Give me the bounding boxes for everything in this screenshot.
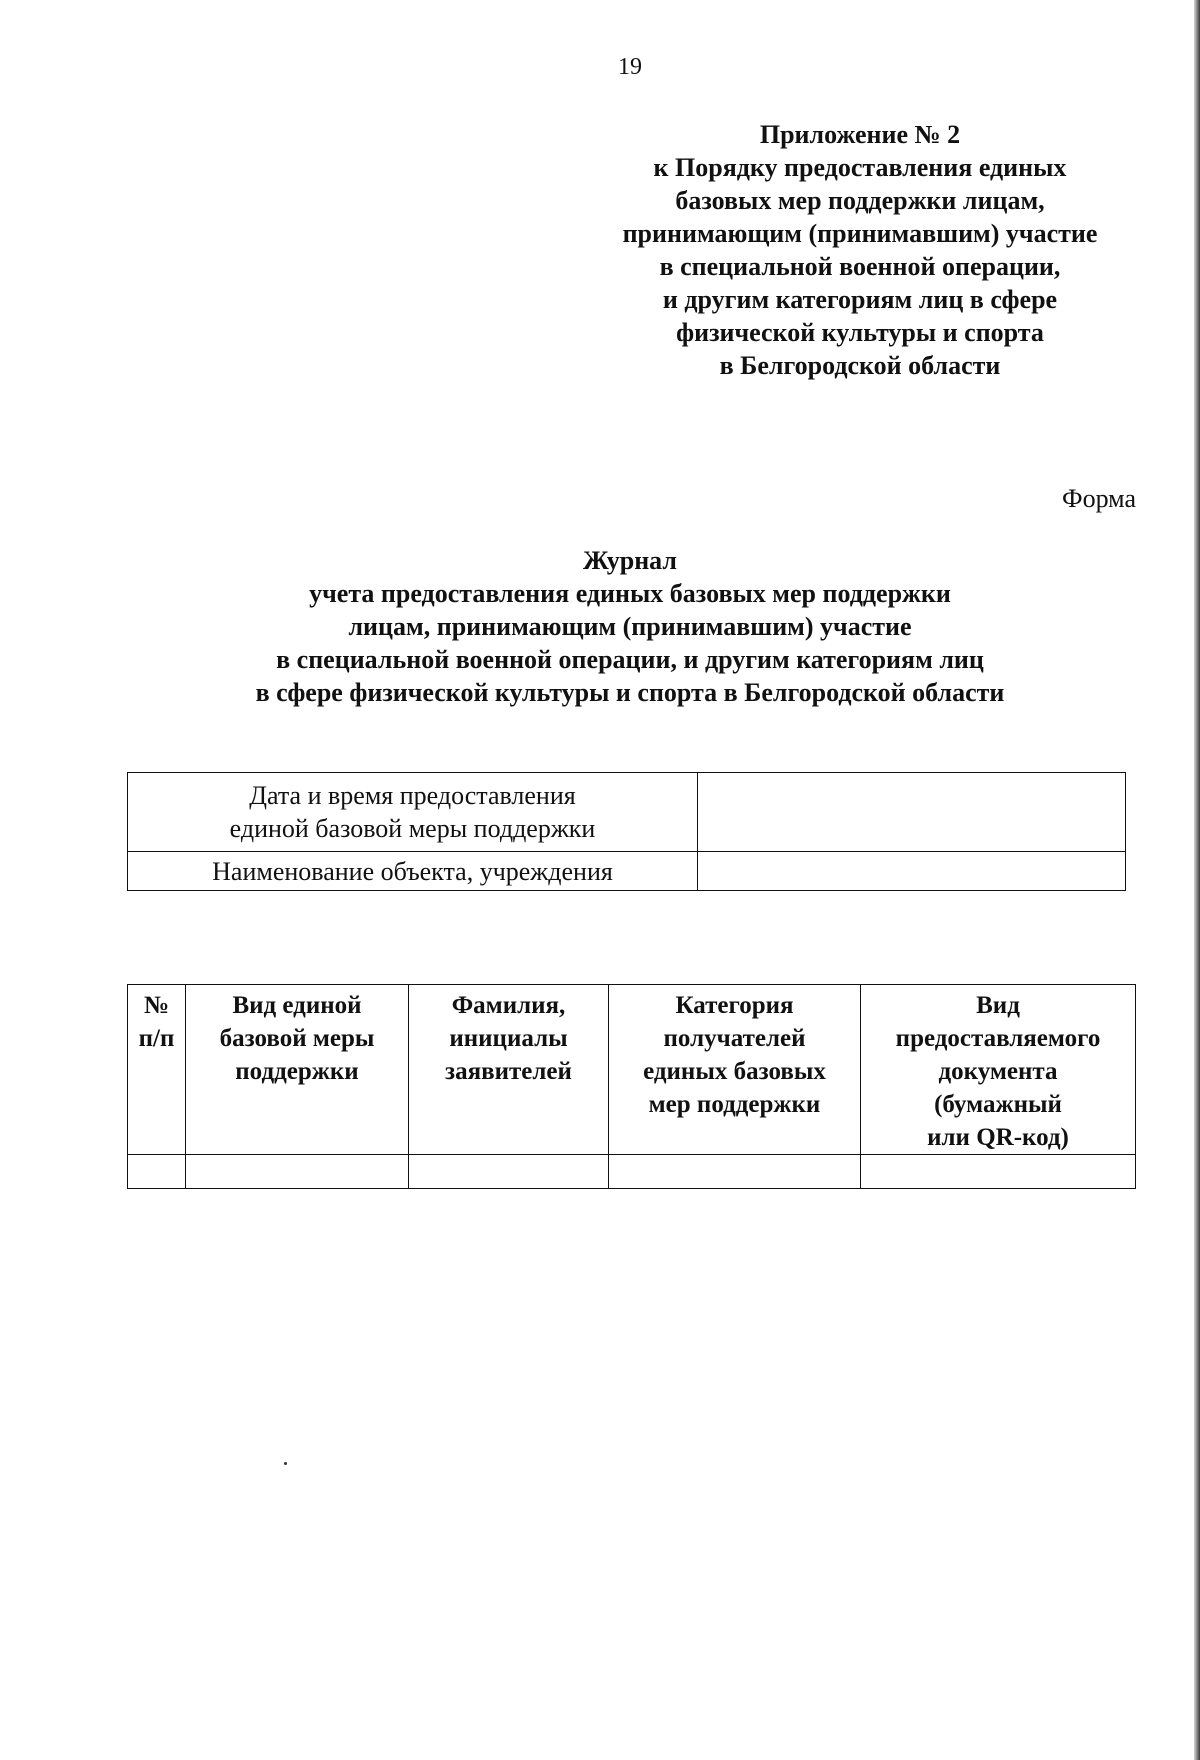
table-cell[interactable] bbox=[861, 1155, 1136, 1189]
log-table-header bbox=[128, 985, 1136, 1155]
scan-edge bbox=[1194, 0, 1200, 1760]
appendix-line: базовых мер поддержки лицам, bbox=[675, 186, 1045, 215]
table-cell[interactable] bbox=[609, 1155, 861, 1189]
appendix-line: принимающим (принимавшим) участие bbox=[622, 219, 1098, 248]
table-row bbox=[128, 1155, 1136, 1189]
appendix-line: в специальной военной операции, bbox=[659, 252, 1061, 281]
journal-title-line: учета предоставления единых базовых мер поддержки bbox=[309, 579, 951, 608]
info-table bbox=[127, 772, 1126, 891]
date-label-line: единой базовой меры поддержки bbox=[229, 814, 596, 843]
appendix-header bbox=[560, 118, 1160, 382]
object-label-cell: Наименование объекта, учреждения bbox=[128, 852, 698, 891]
journal-title-line: в сфере физической культуры и спорта в Белгородской области bbox=[255, 678, 1005, 707]
info-row-object bbox=[128, 852, 1126, 891]
stray-mark bbox=[284, 1462, 287, 1465]
log-table bbox=[127, 984, 1136, 1189]
appendix-line: к Порядку предоставления единых bbox=[653, 153, 1067, 182]
column-header-applicant-name: Фамилия, инициалы заявителей bbox=[409, 985, 609, 1155]
column-header-document-type: Вид предоставляемого документа (бумажный или QR-код) bbox=[861, 985, 1136, 1155]
column-header-recipient-category: Категория получателей единых базовых мер поддержки bbox=[609, 985, 861, 1155]
appendix-line: Приложение № 2 bbox=[759, 120, 961, 149]
date-label-cell bbox=[128, 773, 698, 852]
appendix-line: физической культуры и спорта bbox=[676, 318, 1044, 347]
page-number: 19 bbox=[618, 54, 642, 80]
journal-title bbox=[100, 544, 1160, 709]
journal-title-line: в специальной военной операции, и другим категориям лиц bbox=[276, 645, 984, 674]
table-cell[interactable] bbox=[128, 1155, 186, 1189]
form-label: Форма bbox=[1062, 484, 1136, 513]
appendix-line: в Белгородской области bbox=[719, 351, 1001, 380]
column-header-support-type: Вид единой базовой меры поддержки bbox=[186, 985, 409, 1155]
info-row-date bbox=[128, 773, 1126, 852]
date-value-cell[interactable] bbox=[698, 773, 1126, 852]
table-cell[interactable] bbox=[409, 1155, 609, 1189]
journal-title-line: лицам, принимающим (принимавшим) участие bbox=[348, 612, 912, 641]
journal-title-line: Журнал bbox=[583, 546, 677, 575]
appendix-line: и другим категориям лиц в сфере bbox=[662, 285, 1058, 314]
object-value-cell[interactable] bbox=[698, 852, 1126, 891]
date-label-line: Дата и время предоставления bbox=[249, 781, 576, 810]
table-cell[interactable] bbox=[186, 1155, 409, 1189]
column-header-number: № п/п bbox=[128, 985, 186, 1155]
